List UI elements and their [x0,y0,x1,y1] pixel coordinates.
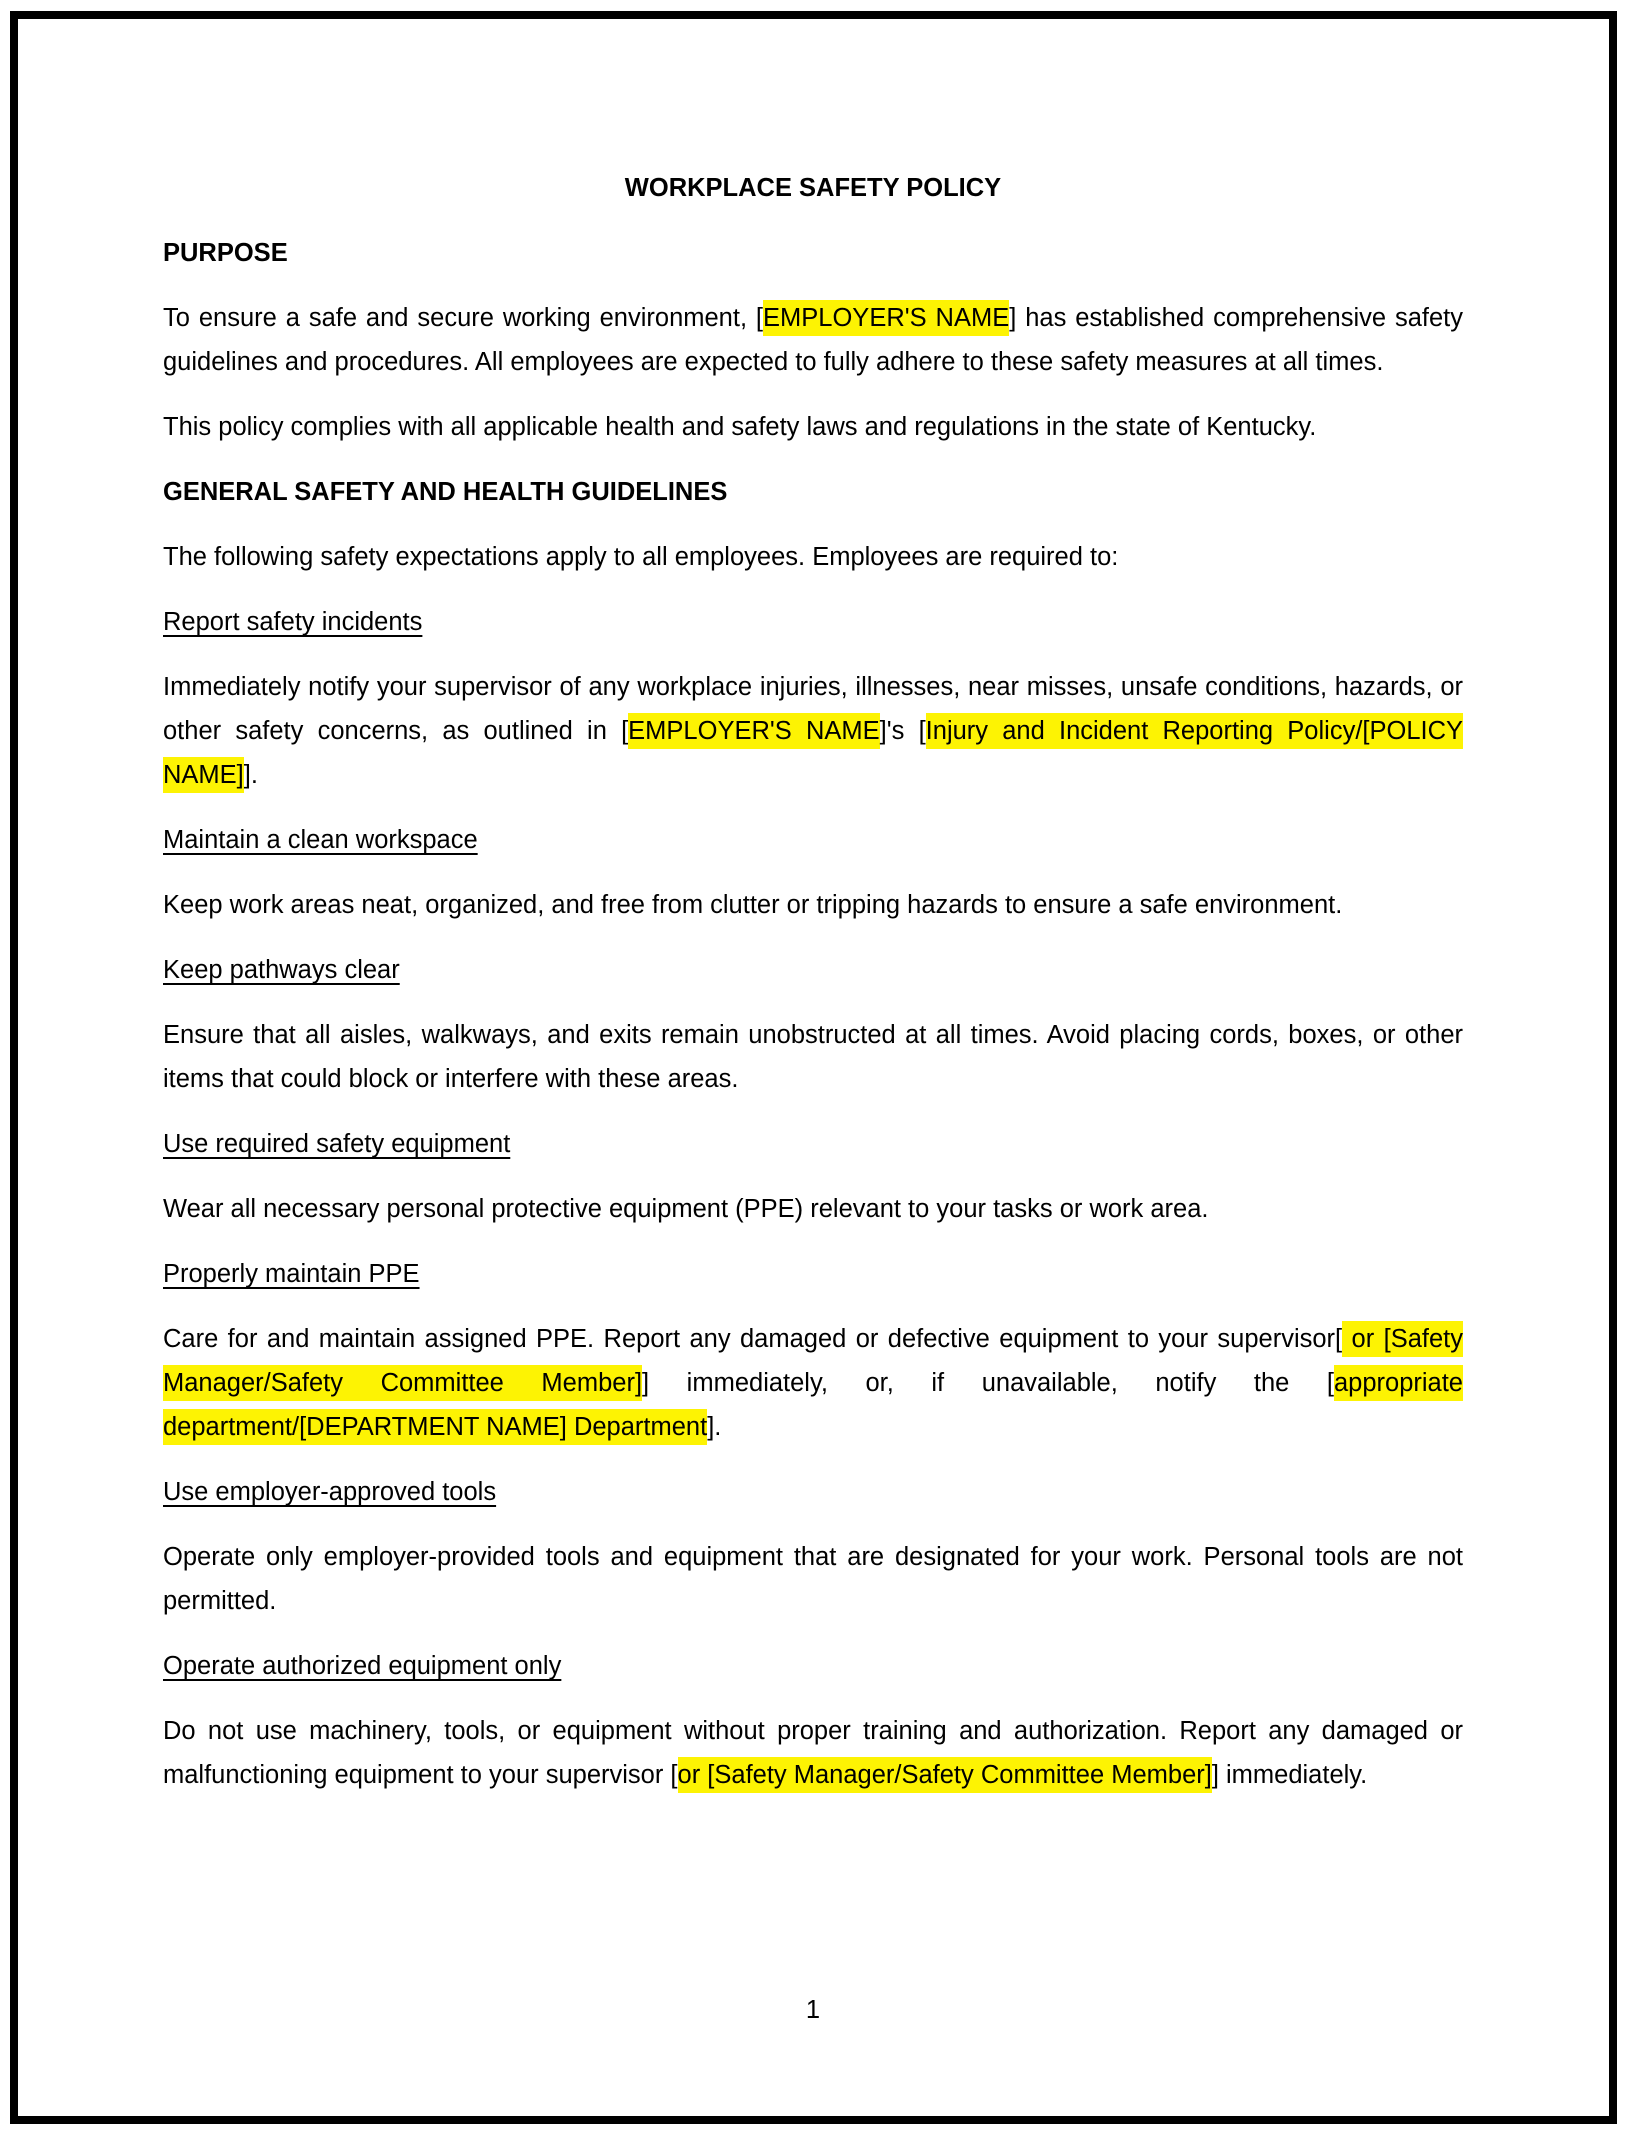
body-paragraph [163,1187,1463,1231]
text-run: Immediately notify your supervisor of any workplace injuries, illnesses, near misses, unsafe conditions, hazards, or other safety concerns, as outlined in [ [163,673,1463,745]
document-content [163,0,1463,1818]
text-run: Keep work areas neat, organized, and free from clutter or tripping hazards to ensure a safe environment. [163,891,1343,919]
highlighted-text: appropriate department/[DEPARTMENT NAME] Department [163,1365,1463,1445]
body-paragraph [163,296,1463,384]
body-paragraph [163,1013,1463,1101]
body-paragraph [163,1317,1463,1449]
text-run: Care for and maintain assigned PPE. Report any damaged or defective equipment to your supervisor[ [163,1325,1343,1353]
body-paragraph [163,535,1463,579]
text-run: Ensure that all aisles, walkways, and exits remain unobstructed at all times. Avoid placing cords, boxes, or other items that could block or interfere with these areas. [163,1021,1463,1093]
text-run: This policy complies with all applicable health and safety laws and regulations in the state of Kentucky. [163,413,1317,441]
subsection-heading: Operate authorized equipment only [163,1652,562,1680]
text-run: ] immediately, or, if unavailable, notify the [ [642,1369,1334,1397]
section-heading: GENERAL SAFETY AND HEALTH GUIDELINES [163,478,728,506]
text-run: Operate only employer-provided tools and equipment that are designated for your work. Personal tools are not permitted. [163,1543,1463,1615]
body-paragraph [163,883,1463,927]
highlighted-text: or [Safety Manager/Safety Committee Member] [678,1757,1212,1793]
text-run: The following safety expectations apply to all employees. Employees are required to: [163,543,1119,571]
text-run: ]. [707,1413,722,1441]
text-run: ]. [243,761,258,789]
body-paragraph [163,1535,1463,1623]
document-title: WORKPLACE SAFETY POLICY [624,174,1002,202]
subsection-heading: Use required safety equipment [163,1130,511,1158]
highlighted-text: Injury and Incident Reporting Policy/[POLICY NAME] [163,713,1463,793]
body-paragraph [163,665,1463,797]
text-run: ] immediately. [1211,1761,1368,1789]
section-heading: PURPOSE [163,239,288,267]
subsection-heading: Properly maintain PPE [163,1260,420,1288]
text-run: To ensure a safe and secure working environment, [ [163,304,764,332]
body-paragraph [163,405,1463,449]
subsection-heading: Keep pathways clear [163,956,400,984]
text-run: Wear all necessary personal protective equipment (PPE) relevant to your tasks or work area. [163,1195,1209,1223]
body-paragraph [163,1709,1463,1797]
text-run: Do not use machinery, tools, or equipment without proper training and authorization. Report any damaged or malfunctioning equipment to your supervisor [ [163,1717,1463,1789]
subsection-heading: Report safety incidents [163,608,423,636]
highlighted-text: EMPLOYER'S NAME [628,713,879,749]
text-run: ]'s [ [879,717,926,745]
subsection-heading: Use employer-approved tools [163,1478,497,1506]
highlighted-text: or [Safety Manager/Safety Committee Member] [163,1321,1463,1401]
page-number: 1 [805,1996,821,2024]
highlighted-text: EMPLOYER'S NAME [763,300,1009,336]
text-run: ] has established comprehensive safety guidelines and procedures. All employees are expected to fully adhere to these safety measures at all times. [163,304,1464,376]
subsection-heading: Maintain a clean workspace [163,826,478,854]
